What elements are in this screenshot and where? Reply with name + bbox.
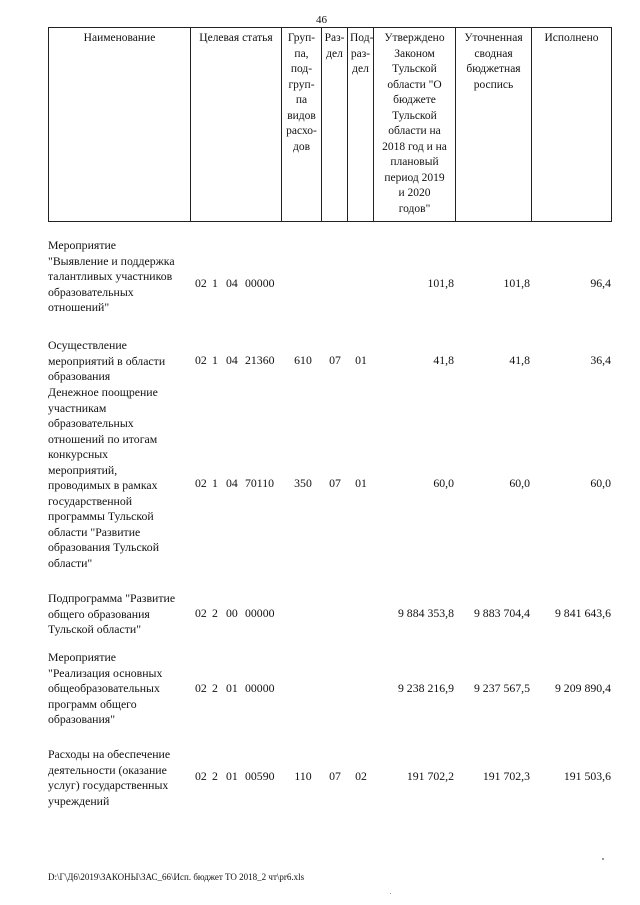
cell-code-1: 02 [195, 606, 207, 620]
cell-code-2: 1 [212, 476, 218, 490]
scan-artifact [390, 893, 391, 894]
row-name: Осуществление мероприятий в области образования [48, 338, 166, 383]
cell-razdel: 07 [329, 769, 341, 783]
cell-code-4: 00000 [245, 681, 275, 695]
cell-podrazdel: 01 [355, 353, 367, 367]
table-header [48, 27, 612, 222]
cell-code-2: 2 [212, 769, 218, 783]
row-values [48, 276, 611, 292]
cell-code-3: 01 [226, 681, 238, 695]
scan-artifact [602, 858, 604, 860]
header-group: Груп- па, под- груп- па видов расхо- дов [282, 28, 322, 222]
cell-approved: 9 884 353,8 [397, 606, 454, 620]
header-podrazdel: Под- раз- дел [348, 28, 374, 222]
cell-group: 610 [294, 353, 312, 367]
cell-code-2: 2 [212, 681, 218, 695]
row-values [48, 476, 611, 492]
row-name: Денежное поощрение участникам образовательных отношений по итогам конкурсных мероприятий, проводимых в рамках государственной программы Тульской области "Развитие образования Тульской области" [48, 385, 160, 570]
header-name: Наименование [49, 28, 191, 222]
cell-code-4: 70110 [245, 476, 275, 490]
cell-approved: 41,8 [433, 353, 454, 367]
cell-approved: 60,0 [433, 476, 454, 490]
cell-refined: 191 702,3 [482, 769, 530, 783]
cell-razdel: 07 [329, 476, 341, 490]
header-approved: Утверждено Законом Тульской области "О бюджете Тульской области на 2018 год и на плановый период 2019 и 2020 годов" [374, 28, 456, 222]
row-name: Расходы на обеспечение деятельности (оказание услуг) государственных учреждений [48, 747, 171, 808]
cell-code-3: 01 [226, 769, 238, 783]
cell-code-3: 04 [226, 476, 238, 490]
header-refined: Уточненная сводная бюджетная роспись [456, 28, 532, 222]
cell-executed: 96,4 [590, 276, 611, 290]
file-path-footer: D:\Г\Д6\2019\ЗАКОНЫ\ЗАС_66\Исп. бюджет ТО 2018_2 чт\pr6.xls [48, 872, 305, 882]
cell-code-1: 02 [195, 476, 207, 490]
cell-refined: 60,0 [509, 476, 530, 490]
cell-refined: 41,8 [509, 353, 530, 367]
cell-code-1: 02 [195, 769, 207, 783]
header-razdel: Раз- дел [322, 28, 348, 222]
cell-code-2: 2 [212, 606, 218, 620]
row-name: Мероприятие "Реализация основных общеобразовательных программ общего образования" [48, 650, 163, 726]
cell-podrazdel: 01 [355, 476, 367, 490]
cell-code-4: 00000 [245, 276, 275, 290]
cell-refined: 101,8 [503, 276, 530, 290]
header-executed: Исполнено [532, 28, 612, 222]
cell-code-4: 21360 [245, 353, 275, 367]
cell-executed: 9 209 890,4 [554, 681, 611, 695]
cell-executed: 60,0 [590, 476, 611, 490]
cell-approved: 9 238 216,9 [397, 681, 454, 695]
cell-code-3: 00 [226, 606, 238, 620]
row-values [48, 769, 611, 785]
cell-razdel: 07 [329, 353, 341, 367]
cell-podrazdel: 02 [355, 769, 367, 783]
cell-code-1: 02 [195, 681, 207, 695]
cell-executed: 36,4 [590, 353, 611, 367]
cell-code-2: 1 [212, 276, 218, 290]
cell-group: 110 [294, 769, 312, 783]
row-name: Подпрограмма "Развитие общего образования Тульской области" [48, 591, 176, 636]
cell-executed: 191 503,6 [563, 769, 611, 783]
cell-group: 350 [294, 476, 312, 490]
header-target: Целевая статья [191, 28, 282, 222]
row-values [48, 353, 611, 369]
row-values [48, 681, 611, 697]
cell-code-4: 00000 [245, 606, 275, 620]
cell-executed: 9 841 643,6 [554, 606, 611, 620]
cell-code-3: 04 [226, 276, 238, 290]
cell-code-4: 00590 [245, 769, 275, 783]
cell-code-1: 02 [195, 276, 207, 290]
row-values [48, 606, 611, 622]
cell-approved: 101,8 [427, 276, 454, 290]
cell-code-1: 02 [195, 353, 207, 367]
cell-approved: 191 702,2 [406, 769, 454, 783]
cell-code-3: 04 [226, 353, 238, 367]
cell-refined: 9 883 704,4 [473, 606, 530, 620]
row-name: Мероприятие "Выявление и поддержка талантливых участников образовательных отношений" [48, 238, 175, 314]
cell-code-2: 1 [212, 353, 218, 367]
cell-refined: 9 237 567,5 [473, 681, 530, 695]
page-number: 46 [316, 14, 327, 26]
